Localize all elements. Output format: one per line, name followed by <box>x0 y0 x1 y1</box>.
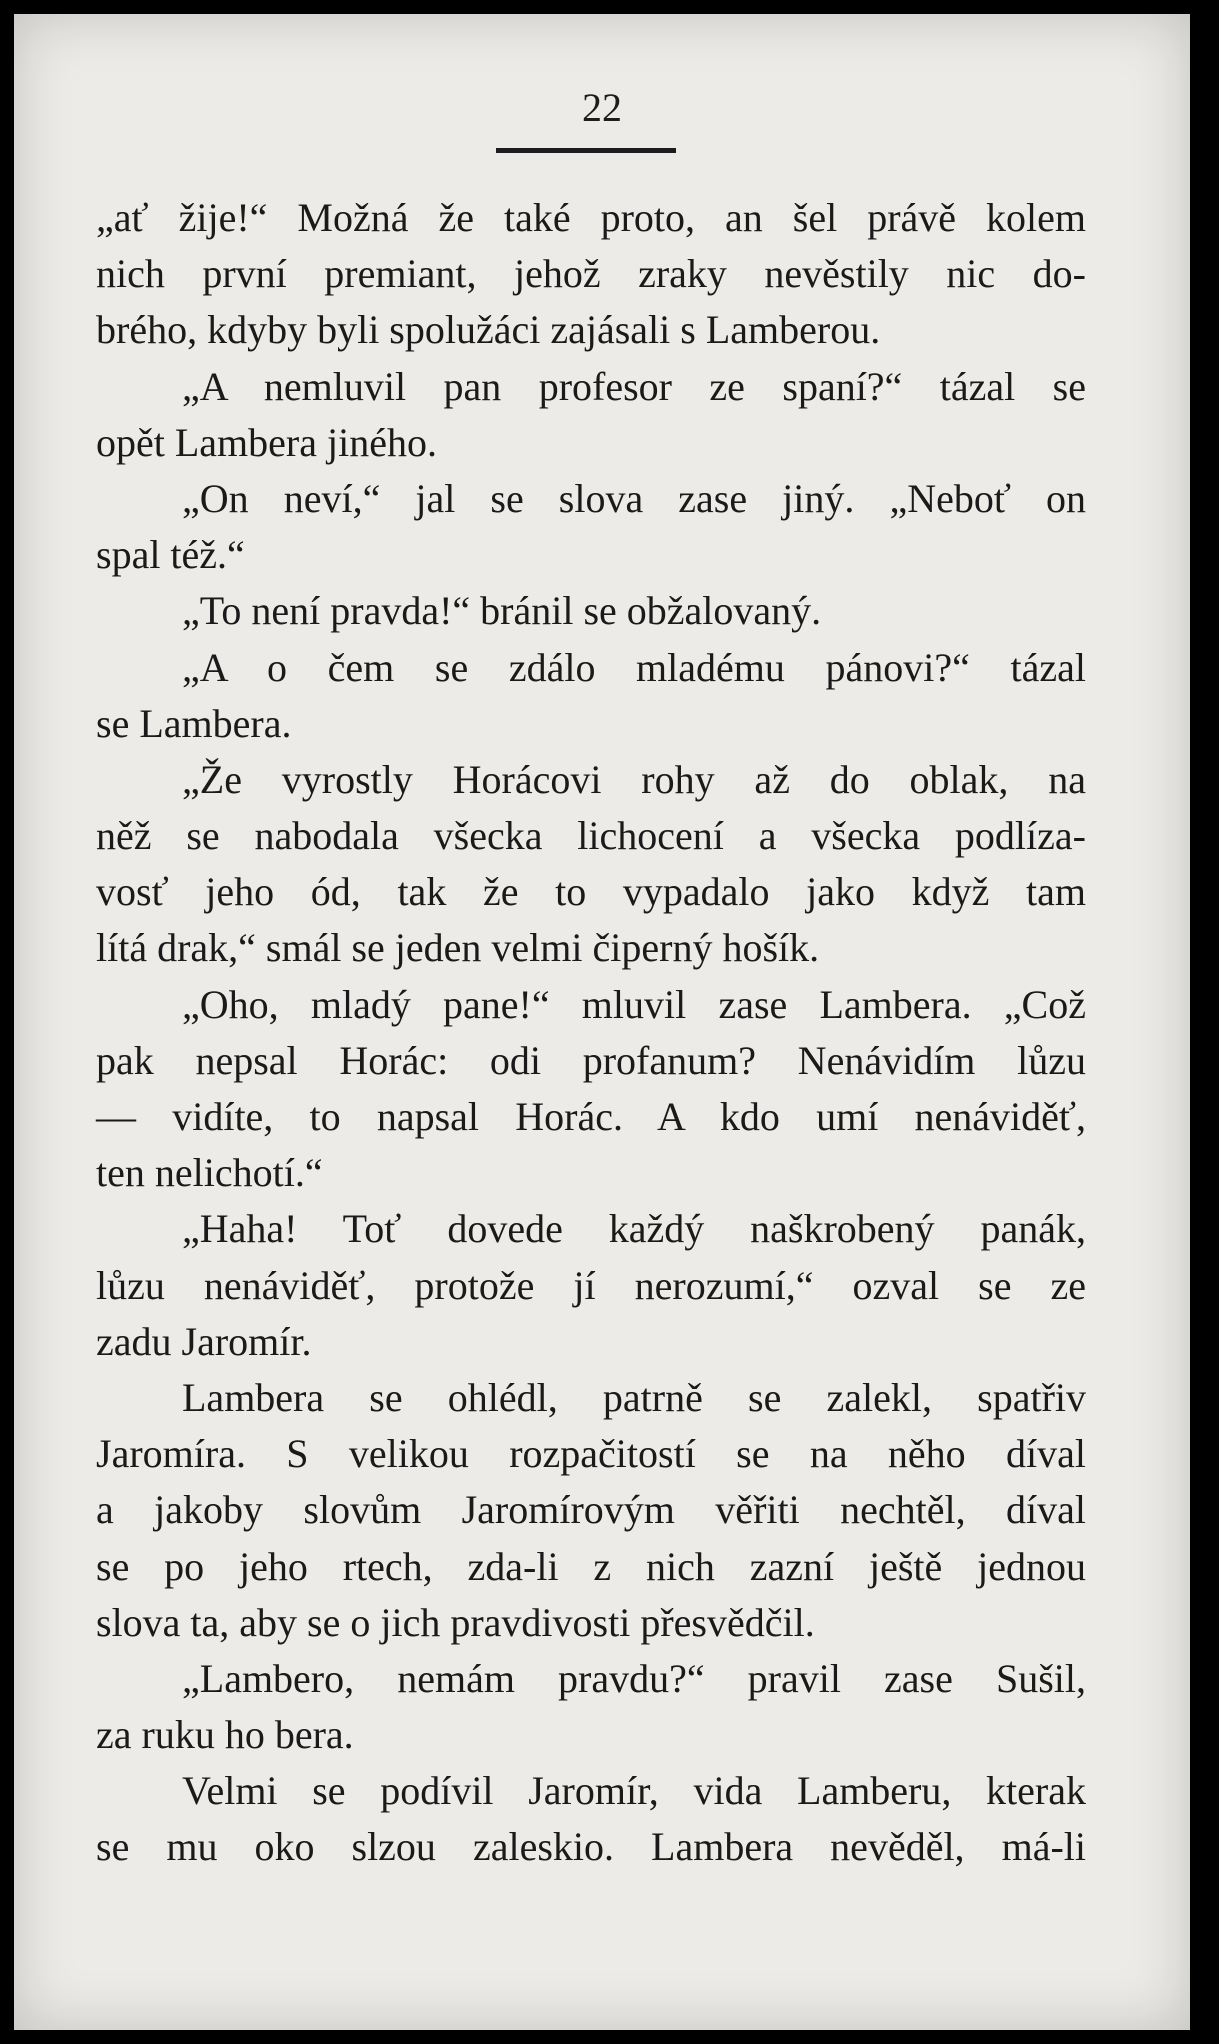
text-line: se po jeho rtech, zda-li z nich zazní ještě jednou <box>96 1543 1086 1589</box>
text-line: vosť jeho ód, tak že to vypadalo jako když tam <box>96 869 1086 915</box>
text-line: slova ta, aby se o jich pravdivosti přesvědčil. <box>96 1599 815 1645</box>
text-line: nich první premiant, jehož zraky nevěstily nic do- <box>96 251 1086 297</box>
header-rule <box>496 148 676 153</box>
text-line: „Haha! Toť dovede každý naškrobený panák, <box>182 1206 1086 1252</box>
text-line: „A nemluvil pan profesor ze spaní?“ tázal se <box>182 363 1086 409</box>
text-line: lůzu nenáviděť, protože jí nerozumí,“ ozval se ze <box>96 1262 1086 1308</box>
text-line: pak nepsal Horác: odi profanum? Nenávidím lůzu <box>96 1037 1086 1083</box>
book-page <box>14 14 1190 2030</box>
text-line: „Že vyrostly Horácovi rohy až do oblak, na <box>182 756 1086 802</box>
body-text <box>96 190 1086 1876</box>
text-line: něž se nabodala všecka lichocení a všecka podlíza- <box>96 813 1086 859</box>
text-line: „On neví,“ jal se slova zase jiný. „Neboť on <box>182 475 1086 521</box>
text-line: „Oho, mladý pane!“ mluvil zase Lambera. „Což <box>182 981 1086 1027</box>
page-number: 22 <box>582 85 622 130</box>
text-line: zadu Jaromír. <box>96 1318 312 1364</box>
text-line: lítá drak,“ smál se jeden velmi čiperný hošík. <box>96 925 820 971</box>
text-line: brého, kdyby byli spolužáci zajásali s Lamberou. <box>96 307 881 353</box>
text-line: se mu oko slzou zaleskio. Lambera nevěděl, má-li <box>96 1824 1086 1870</box>
text-line: Lambera se ohlédl, patrně se zalekl, spatřiv <box>182 1374 1086 1420</box>
text-line: — vidíte, to napsal Horác. A kdo umí nenáviděť, <box>96 1094 1086 1139</box>
text-line: „Lambero, nemám pravdu?“ pravil zase Sušil, <box>182 1655 1086 1701</box>
text-line: „A o čem se zdálo mladému pánovi?“ tázal <box>182 644 1086 690</box>
text-line: spal též.“ <box>96 532 245 578</box>
text-line: ten nelichotí.“ <box>96 1150 323 1196</box>
text-line: „ať žije!“ Možná že také proto, an šel právě kolem <box>96 195 1086 240</box>
text-line: za ruku ho bera. <box>96 1712 354 1758</box>
text-line: Velmi se podívil Jaromír, vida Lamberu, kterak <box>182 1768 1086 1814</box>
text-line: „To není pravda!“ bránil se obžalovaný. <box>182 588 822 634</box>
text-line: Jaromíra. S velikou rozpačitostí se na něho díval <box>96 1431 1086 1477</box>
text-line: a jakoby slovům Jaromírovým věřiti nechtěl, díval <box>96 1487 1086 1533</box>
text-line: opět Lambera jiného. <box>96 419 437 465</box>
text-line: se Lambera. <box>96 700 292 746</box>
